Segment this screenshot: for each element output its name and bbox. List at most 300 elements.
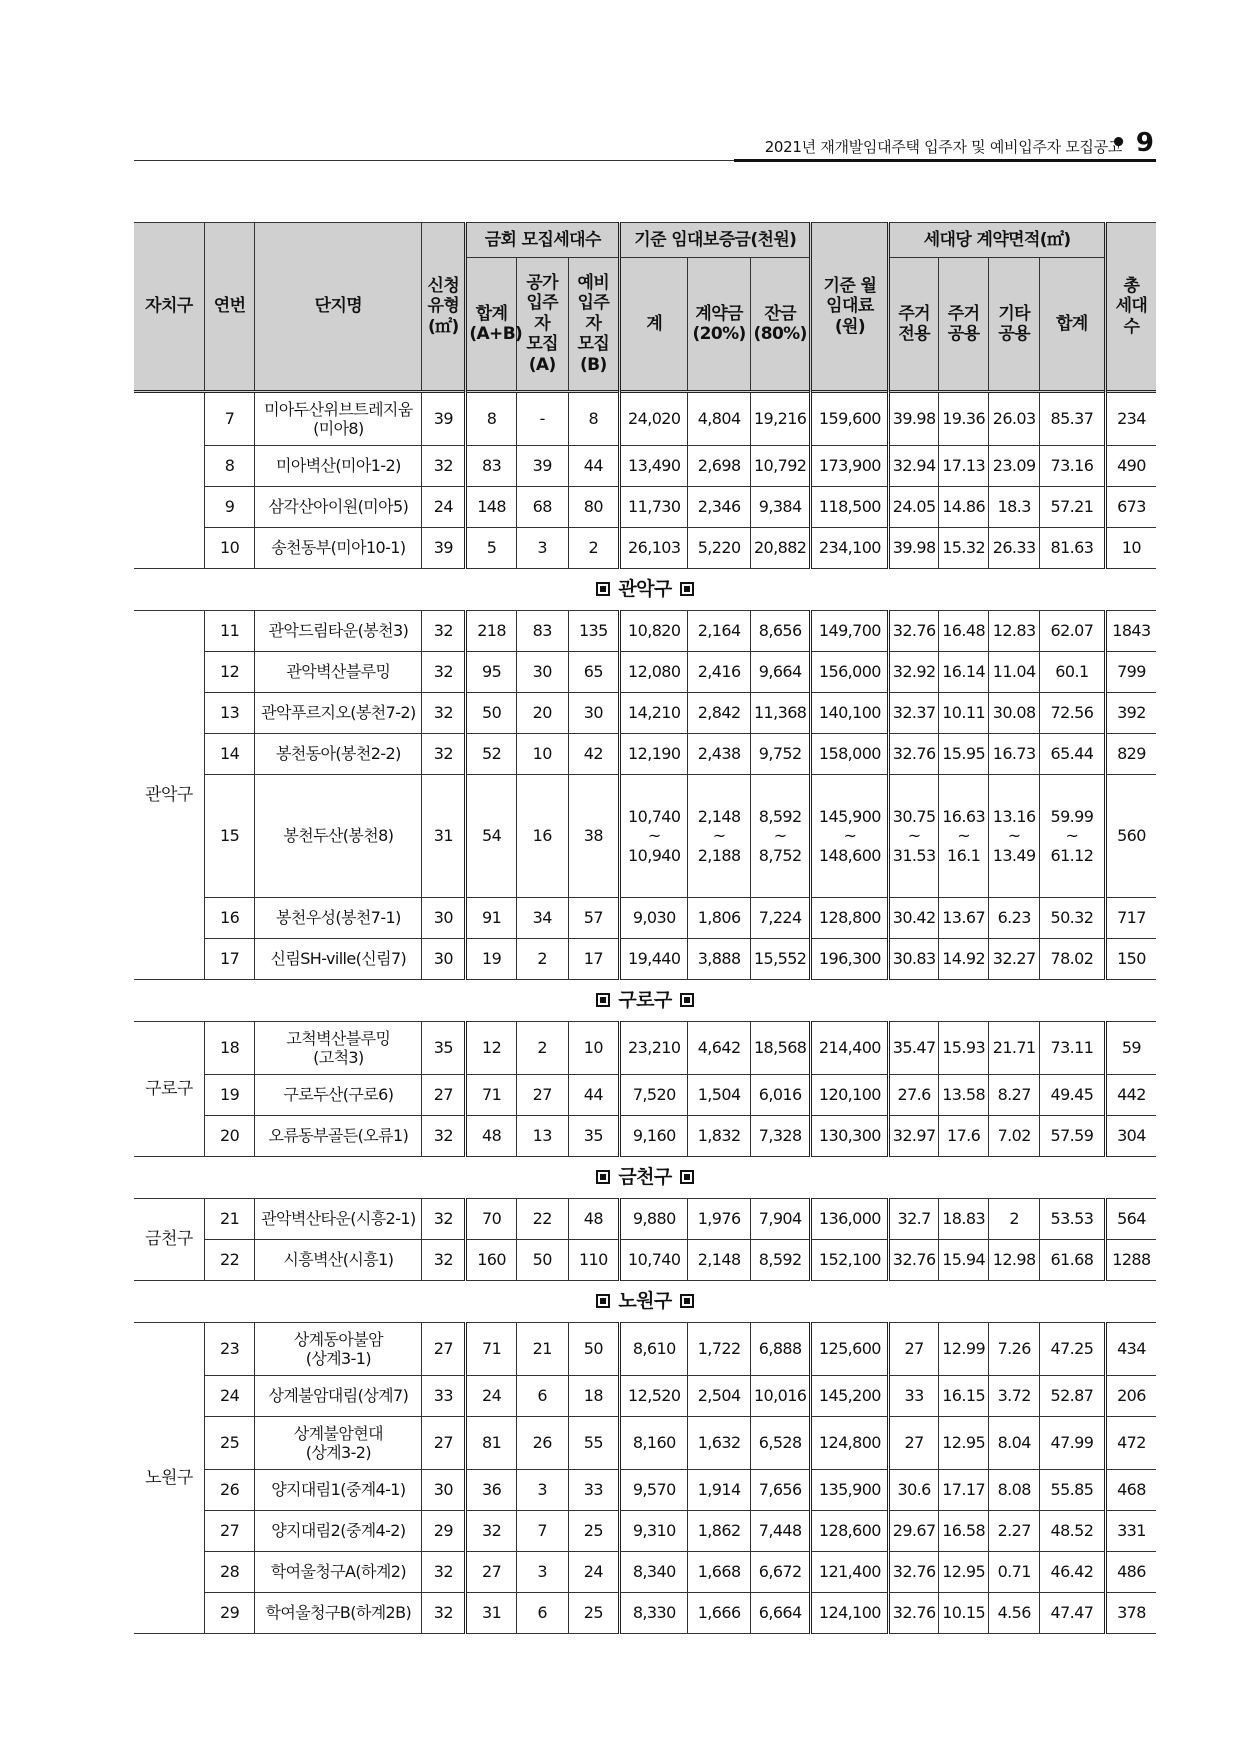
row-units-public: 6 [516,1593,568,1634]
row-area-other: 18.3 [989,487,1040,528]
row-rent: 128,600 [811,1511,889,1552]
row-area-exclusive: 39.98 [889,528,938,569]
row-rent: 135,900 [811,1470,889,1511]
row-area-other: 8.04 [989,1417,1040,1470]
row-units-total: 24 [466,1376,517,1417]
row-households: 1288 [1105,1240,1156,1281]
row-units-reserve: 38 [568,775,620,898]
row-units-total: 32 [466,1511,517,1552]
row-households: 560 [1105,775,1156,898]
row-units-total: 71 [466,1323,517,1376]
table-row [134,392,1156,446]
row-area-common: 14.92 [938,939,989,980]
row-deposit-balance: 8,656 [750,611,810,652]
row-units-reserve: 50 [568,1323,620,1376]
page-number-value: 9 [1135,128,1154,158]
row-deposit-total: 14,210 [620,693,688,734]
row-units-public: 2 [516,939,568,980]
row-deposit-balance: 19,216 [750,392,810,446]
row-households: 673 [1105,487,1156,528]
row-deposit-balance: 7,904 [750,1199,810,1240]
row-units-total: 36 [466,1470,517,1511]
table-row [134,1323,1156,1376]
row-units-public: - [516,392,568,446]
row-rent: 159,600 [811,392,889,446]
row-area-exclusive: 27 [889,1417,938,1470]
row-district: 금천구 [134,1199,204,1281]
row-rent: 214,400 [811,1022,889,1075]
row-no: 11 [204,611,255,652]
row-area-exclusive: 32.97 [889,1116,938,1157]
row-name: 봉천동아(봉천2-2) [255,734,422,775]
row-area-common: 15.32 [938,528,989,569]
row-name: 상계불암대림(상계7) [255,1376,422,1417]
row-households: 234 [1105,392,1156,446]
row-units-reserve: 65 [568,652,620,693]
row-type: 29 [422,1511,466,1552]
col-rent: 기준 월 임대료 (원) [811,223,889,392]
table-body [134,392,1156,1634]
row-area-other: 32.27 [989,939,1040,980]
row-households: 490 [1105,446,1156,487]
row-deposit-balance: 20,882 [750,528,810,569]
row-area-exclusive: 27 [889,1323,938,1376]
row-no: 17 [204,939,255,980]
row-area-other: 13.16 ~ 13.49 [989,775,1040,898]
row-area-total: 47.25 [1039,1323,1105,1376]
row-district: 관악구 [134,611,204,980]
table-row [134,1417,1156,1470]
row-units-public: 21 [516,1323,568,1376]
row-area-common: 12.99 [938,1323,989,1376]
row-name: 시흥벽산(시흥1) [255,1240,422,1281]
row-deposit-total: 9,030 [620,898,688,939]
row-deposit-balance: 7,224 [750,898,810,939]
section-header [134,569,1156,611]
row-area-other: 2 [989,1199,1040,1240]
col-group-area: 세대당 계약면적(㎡) [889,223,1105,258]
row-area-other: 11.04 [989,652,1040,693]
row-no: 8 [204,446,255,487]
row-households: 1843 [1105,611,1156,652]
square-bullet-icon [596,1294,610,1308]
row-name: 고척벽산블루밍 (고척3) [255,1022,422,1075]
square-bullet-icon [680,993,694,1007]
row-deposit-balance: 7,328 [750,1116,810,1157]
row-units-total: 95 [466,652,517,693]
row-name: 관악벽산타운(시흥2-1) [255,1199,422,1240]
col-district: 자치구 [134,223,204,392]
row-area-other: 8.27 [989,1075,1040,1116]
row-area-exclusive: 35.47 [889,1022,938,1075]
rental-table [134,222,1156,1634]
row-units-reserve: 18 [568,1376,620,1417]
row-name: 봉천우성(봉천7-1) [255,898,422,939]
col-name: 단지명 [255,223,422,392]
row-deposit-total: 9,310 [620,1511,688,1552]
row-area-common: 12.95 [938,1417,989,1470]
row-deposit-balance: 18,568 [750,1022,810,1075]
row-units-total: 50 [466,693,517,734]
row-no: 19 [204,1075,255,1116]
row-units-public: 34 [516,898,568,939]
row-district: 노원구 [134,1323,204,1634]
section-title: 관악구 [618,578,672,601]
row-area-total: 78.02 [1039,939,1105,980]
table-row [134,1470,1156,1511]
row-area-common: 16.14 [938,652,989,693]
row-deposit-total: 10,740 [620,1240,688,1281]
row-deposit-balance: 6,528 [750,1417,810,1470]
row-deposit-total: 23,210 [620,1022,688,1075]
row-area-common: 16.63 ~ 16.1 [938,775,989,898]
row-households: 829 [1105,734,1156,775]
row-area-other: 30.08 [989,693,1040,734]
row-households: 468 [1105,1470,1156,1511]
row-name: 미아두산위브트레지움 (미아8) [255,392,422,446]
row-area-total: 61.68 [1039,1240,1105,1281]
row-type: 31 [422,775,466,898]
row-name: 신림SH-ville(신림7) [255,939,422,980]
row-type: 27 [422,1323,466,1376]
section-header [134,1157,1156,1199]
row-units-total: 70 [466,1199,517,1240]
row-units-total: 5 [466,528,517,569]
row-units-total: 31 [466,1593,517,1634]
row-deposit-balance: 9,752 [750,734,810,775]
row-name: 양지대림2(중계4-2) [255,1511,422,1552]
row-rent: 156,000 [811,652,889,693]
table-row [134,1199,1156,1240]
row-units-reserve: 57 [568,898,620,939]
row-units-public: 39 [516,446,568,487]
row-type: 24 [422,487,466,528]
row-households: 331 [1105,1511,1156,1552]
row-name: 학여울청구B(하계2B) [255,1593,422,1634]
table-row [134,1593,1156,1634]
row-households: 150 [1105,939,1156,980]
row-name: 관악벽산블루밍 [255,652,422,693]
row-deposit-contract: 2,438 [688,734,751,775]
col-area-common: 주거 공용 [938,258,989,392]
row-units-reserve: 2 [568,528,620,569]
row-area-total: 65.44 [1039,734,1105,775]
row-rent: 125,600 [811,1323,889,1376]
row-households: 486 [1105,1552,1156,1593]
row-units-public: 7 [516,1511,568,1552]
row-area-common: 15.93 [938,1022,989,1075]
row-area-total: 46.42 [1039,1552,1105,1593]
row-units-reserve: 80 [568,487,620,528]
row-area-common: 10.11 [938,693,989,734]
row-units-reserve: 44 [568,446,620,487]
row-rent: 158,000 [811,734,889,775]
row-households: 206 [1105,1376,1156,1417]
row-type: 27 [422,1075,466,1116]
row-deposit-balance: 6,888 [750,1323,810,1376]
row-area-common: 15.94 [938,1240,989,1281]
row-deposit-contract: 1,976 [688,1199,751,1240]
row-units-total: 218 [466,611,517,652]
row-rent: 145,900 ~ 148,600 [811,775,889,898]
col-units-public: 공가 입주자 모집 (A) [516,258,568,392]
row-area-other: 3.72 [989,1376,1040,1417]
row-households: 10 [1105,528,1156,569]
row-area-common: 17.6 [938,1116,989,1157]
row-name: 삼각산아이원(미아5) [255,487,422,528]
row-name: 송천동부(미아10-1) [255,528,422,569]
row-deposit-contract: 5,220 [688,528,751,569]
row-type: 30 [422,1470,466,1511]
row-households: 378 [1105,1593,1156,1634]
row-deposit-contract: 4,642 [688,1022,751,1075]
col-group-deposit: 기준 임대보증금(천원) [620,223,811,258]
row-deposit-contract: 1,832 [688,1116,751,1157]
row-rent: 136,000 [811,1199,889,1240]
row-households: 799 [1105,652,1156,693]
page-number: • 9 [1110,128,1154,158]
row-no: 15 [204,775,255,898]
row-deposit-contract: 1,666 [688,1593,751,1634]
row-no: 25 [204,1417,255,1470]
row-name: 관악드림타운(봉천3) [255,611,422,652]
row-rent: 234,100 [811,528,889,569]
table-row [134,693,1156,734]
row-area-exclusive: 30.42 [889,898,938,939]
header-rule-accent [734,159,1156,162]
row-name: 관악푸르지오(봉천7-2) [255,693,422,734]
row-deposit-balance: 7,656 [750,1470,810,1511]
row-deposit-total: 26,103 [620,528,688,569]
row-deposit-contract: 2,148 [688,1240,751,1281]
row-area-common: 16.15 [938,1376,989,1417]
row-deposit-contract: 2,698 [688,446,751,487]
square-bullet-icon [680,582,694,596]
row-area-other: 8.08 [989,1470,1040,1511]
row-rent: 140,100 [811,693,889,734]
row-deposit-total: 9,880 [620,1199,688,1240]
row-area-total: 57.59 [1039,1116,1105,1157]
row-rent: 124,100 [811,1593,889,1634]
col-area-exclusive: 주거 전용 [889,258,938,392]
row-area-total: 48.52 [1039,1511,1105,1552]
row-deposit-contract: 1,722 [688,1323,751,1376]
row-units-total: 27 [466,1552,517,1593]
row-units-reserve: 42 [568,734,620,775]
row-units-total: 54 [466,775,517,898]
row-area-exclusive: 32.7 [889,1199,938,1240]
row-area-exclusive: 30.75 ~ 31.53 [889,775,938,898]
table-row [134,898,1156,939]
row-no: 22 [204,1240,255,1281]
row-units-total: 8 [466,392,517,446]
row-area-exclusive: 32.76 [889,734,938,775]
row-area-total: 62.07 [1039,611,1105,652]
row-area-other: 12.98 [989,1240,1040,1281]
table-row [134,1116,1156,1157]
row-area-total: 60.1 [1039,652,1105,693]
row-units-public: 3 [516,1470,568,1511]
section-title: 노원구 [618,1290,672,1313]
row-deposit-contract: 1,862 [688,1511,751,1552]
col-deposit-contract: 계약금 (20%) [688,258,751,392]
row-deposit-contract: 1,632 [688,1417,751,1470]
row-area-other: 4.56 [989,1593,1040,1634]
square-bullet-icon [596,993,610,1007]
row-area-common: 18.83 [938,1199,989,1240]
row-name: 오류동부골든(오류1) [255,1116,422,1157]
row-no: 28 [204,1552,255,1593]
row-area-exclusive: 32.76 [889,1593,938,1634]
col-deposit-total: 계 [620,258,688,392]
col-units-total: 합계 (A+B) [466,258,517,392]
row-deposit-contract: 2,346 [688,487,751,528]
row-area-total: 57.21 [1039,487,1105,528]
row-type: 30 [422,898,466,939]
row-deposit-total: 12,080 [620,652,688,693]
row-area-exclusive: 32.76 [889,611,938,652]
row-units-reserve: 24 [568,1552,620,1593]
table-row [134,611,1156,652]
row-no: 14 [204,734,255,775]
row-deposit-contract: 2,148 ~ 2,188 [688,775,751,898]
row-rent: 145,200 [811,1376,889,1417]
row-units-reserve: 10 [568,1022,620,1075]
row-deposit-total: 10,820 [620,611,688,652]
row-units-public: 68 [516,487,568,528]
row-area-exclusive: 27.6 [889,1075,938,1116]
row-no: 20 [204,1116,255,1157]
row-area-other: 12.83 [989,611,1040,652]
row-name: 상계불암현대 (상계3-2) [255,1417,422,1470]
row-units-total: 12 [466,1022,517,1075]
row-type: 32 [422,652,466,693]
row-no: 21 [204,1199,255,1240]
row-no: 23 [204,1323,255,1376]
table-row [134,1511,1156,1552]
row-area-common: 17.13 [938,446,989,487]
row-area-total: 47.99 [1039,1417,1105,1470]
row-deposit-contract: 2,504 [688,1376,751,1417]
row-area-common: 13.67 [938,898,989,939]
row-units-total: 160 [466,1240,517,1281]
row-deposit-contract: 1,806 [688,898,751,939]
row-name: 상계동아불암 (상계3-1) [255,1323,422,1376]
row-name: 학여울청구A(하계2) [255,1552,422,1593]
row-no: 12 [204,652,255,693]
row-name: 미아벽산(미아1-2) [255,446,422,487]
row-no: 13 [204,693,255,734]
row-name: 봉천두산(봉천8) [255,775,422,898]
table-row [134,1552,1156,1593]
row-households: 564 [1105,1199,1156,1240]
square-bullet-icon [596,1170,610,1184]
row-units-public: 20 [516,693,568,734]
row-households: 434 [1105,1323,1156,1376]
square-bullet-icon [680,1170,694,1184]
row-area-total: 53.53 [1039,1199,1105,1240]
row-area-common: 16.58 [938,1511,989,1552]
row-units-reserve: 48 [568,1199,620,1240]
table-row [134,1075,1156,1116]
row-area-exclusive: 30.83 [889,939,938,980]
row-units-public: 30 [516,652,568,693]
row-no: 18 [204,1022,255,1075]
row-deposit-balance: 10,016 [750,1376,810,1417]
row-type: 33 [422,1376,466,1417]
row-district [134,392,204,569]
row-units-total: 71 [466,1075,517,1116]
row-units-reserve: 30 [568,693,620,734]
row-rent: 196,300 [811,939,889,980]
row-type: 39 [422,392,466,446]
row-deposit-balance: 10,792 [750,446,810,487]
row-units-reserve: 25 [568,1511,620,1552]
row-no: 29 [204,1593,255,1634]
row-type: 32 [422,734,466,775]
row-type: 32 [422,1593,466,1634]
row-rent: 173,900 [811,446,889,487]
row-area-total: 81.63 [1039,528,1105,569]
row-area-other: 21.71 [989,1022,1040,1075]
row-households: 717 [1105,898,1156,939]
row-deposit-total: 12,520 [620,1376,688,1417]
row-deposit-balance: 9,664 [750,652,810,693]
row-units-reserve: 25 [568,1593,620,1634]
row-units-public: 10 [516,734,568,775]
row-area-other: 7.02 [989,1116,1040,1157]
table-row [134,528,1156,569]
col-units-reserve: 예비 입주자 모집 (B) [568,258,620,392]
section-header [134,1281,1156,1323]
row-deposit-contract: 2,164 [688,611,751,652]
row-district: 구로구 [134,1022,204,1157]
row-deposit-total: 24,020 [620,392,688,446]
col-area-other: 기타 공용 [989,258,1040,392]
row-deposit-contract: 1,668 [688,1552,751,1593]
col-group-units: 금회 모집세대수 [466,223,620,258]
row-no: 16 [204,898,255,939]
row-area-common: 10.15 [938,1593,989,1634]
row-rent: 124,800 [811,1417,889,1470]
section-header [134,980,1156,1022]
row-area-common: 16.48 [938,611,989,652]
row-deposit-total: 7,520 [620,1075,688,1116]
row-deposit-balance: 8,592 ~ 8,752 [750,775,810,898]
row-units-total: 48 [466,1116,517,1157]
row-area-exclusive: 32.37 [889,693,938,734]
row-deposit-balance: 6,672 [750,1552,810,1593]
row-name: 구로두산(구로6) [255,1075,422,1116]
row-area-total: 52.87 [1039,1376,1105,1417]
row-units-reserve: 44 [568,1075,620,1116]
row-no: 9 [204,487,255,528]
row-deposit-balance: 8,592 [750,1240,810,1281]
row-type: 39 [422,528,466,569]
row-deposit-balance: 15,552 [750,939,810,980]
row-type: 35 [422,1022,466,1075]
row-area-exclusive: 39.98 [889,392,938,446]
row-households: 392 [1105,693,1156,734]
row-area-other: 2.27 [989,1511,1040,1552]
row-deposit-contract: 2,416 [688,652,751,693]
row-type: 32 [422,1116,466,1157]
row-deposit-total: 9,160 [620,1116,688,1157]
row-no: 7 [204,392,255,446]
row-no: 27 [204,1511,255,1552]
row-deposit-contract: 1,504 [688,1075,751,1116]
row-rent: 130,300 [811,1116,889,1157]
